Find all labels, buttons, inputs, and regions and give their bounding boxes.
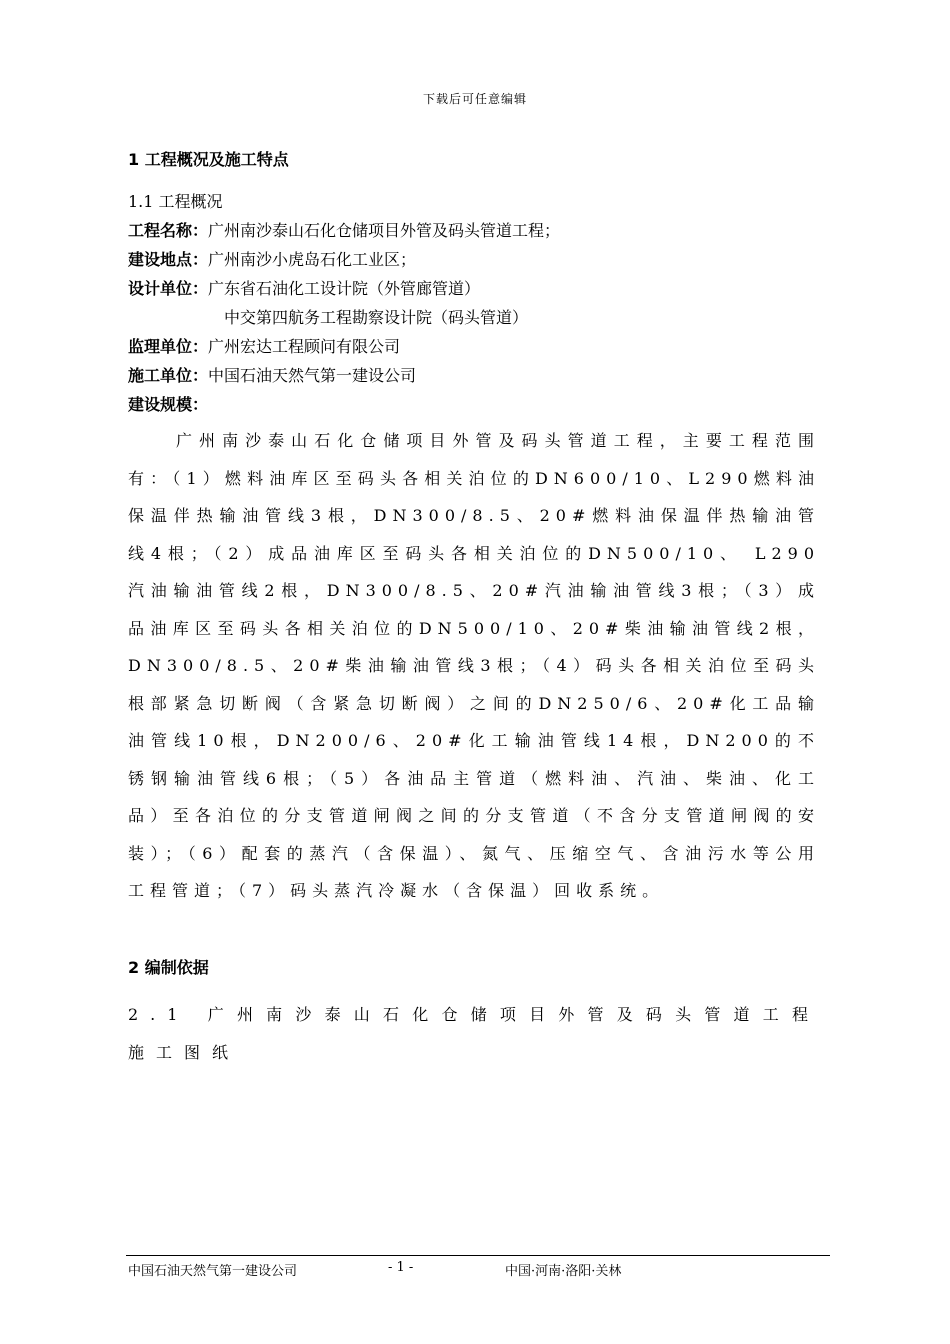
design-unit-line bbox=[128, 274, 820, 303]
design-unit-value: 广东省石油化工设计院（外管廊管道） bbox=[208, 279, 481, 298]
construction-site-label: 建设地点： bbox=[128, 250, 209, 269]
footer-divider bbox=[126, 1255, 830, 1256]
section-2 bbox=[128, 956, 820, 1072]
section-1-heading: 1 工程概况及施工特点 bbox=[128, 150, 289, 169]
contractor-label: 施工单位： bbox=[128, 366, 209, 385]
construction-site-value: 广州南沙小虎岛石化工业区； bbox=[208, 250, 417, 269]
contractor-line bbox=[128, 361, 820, 390]
construction-site-line bbox=[128, 245, 820, 274]
design-unit-value-2: 中交第四航务工程勘察设计院（码头管道） bbox=[224, 308, 529, 327]
supervision-unit-label: 监理单位： bbox=[128, 337, 209, 356]
footer-company: 中国石油天然气第一建设公司 bbox=[128, 1264, 298, 1279]
construction-scale-line bbox=[128, 390, 820, 419]
section-2-1-item: 2.1 广州南沙泰山石化仓储项目外管及码头管道工程施工图纸 bbox=[128, 1004, 820, 1062]
section-1-1-heading: 1.1 工程概况 bbox=[128, 192, 223, 211]
header-note: 下载后可任意编辑 bbox=[422, 92, 527, 106]
footer-page-number: - 1 - bbox=[388, 1260, 414, 1275]
contractor-value: 中国石油天然气第一建设公司 bbox=[208, 366, 417, 385]
section-2-heading: 2 编制依据 bbox=[128, 957, 209, 977]
project-name-line bbox=[128, 216, 820, 245]
design-unit-line-2 bbox=[128, 303, 820, 332]
footer-location: 中国·河南·洛阳·关林 bbox=[505, 1264, 622, 1279]
project-name-label: 工程名称： bbox=[128, 221, 209, 240]
supervision-unit-value: 广州宏达工程顾问有限公司 bbox=[208, 337, 401, 356]
construction-scale-paragraph: 广州南沙泰山石化仓储项目外管及码头管道工程，主要工程范围有：（1）燃料油库区至码头各相关泊位的DN600/10、L290燃料油保温伴热输油管线3根，DN300/8.5、20#燃料油保温伴热输油管线4根；（2）成品油库区至码头各相关泊位的DN500/10、 L290汽油输油管线2根，DN300/8.5、20#汽油输油管线3根；（3）成品油库区至码头各相关泊位的DN500/10、20#柴油输油管线2根，DN300/8.5、20#柴油输油管线3根；（4）码头各相关泊位至码头根部紧急切断阀（含紧急切断阀）之间的DN250/6、20#化工品输油管线10根，DN200/6、20#化工输油管线14根，DN200的不锈钢输油管线6根；（5）各油品主管道（燃料油、汽油、柴油、化工品）至各泊位的分支管道闸阀之间的分支管道（不含分支管道闸阀的安装）；（6）配套的蒸汽（含保温）、氮气、压缩空气、含油污水等公用工程管道；（7）码头蒸汽冷凝水（含保温）回收系统。 bbox=[128, 431, 820, 900]
supervision-unit-line bbox=[128, 332, 820, 361]
project-name-value: 广州南沙泰山石化仓储项目外管及码头管道工程； bbox=[208, 221, 561, 240]
document-body bbox=[128, 148, 820, 1072]
design-unit-label: 设计单位： bbox=[128, 279, 209, 298]
construction-scale-label: 建设规模： bbox=[128, 395, 209, 414]
